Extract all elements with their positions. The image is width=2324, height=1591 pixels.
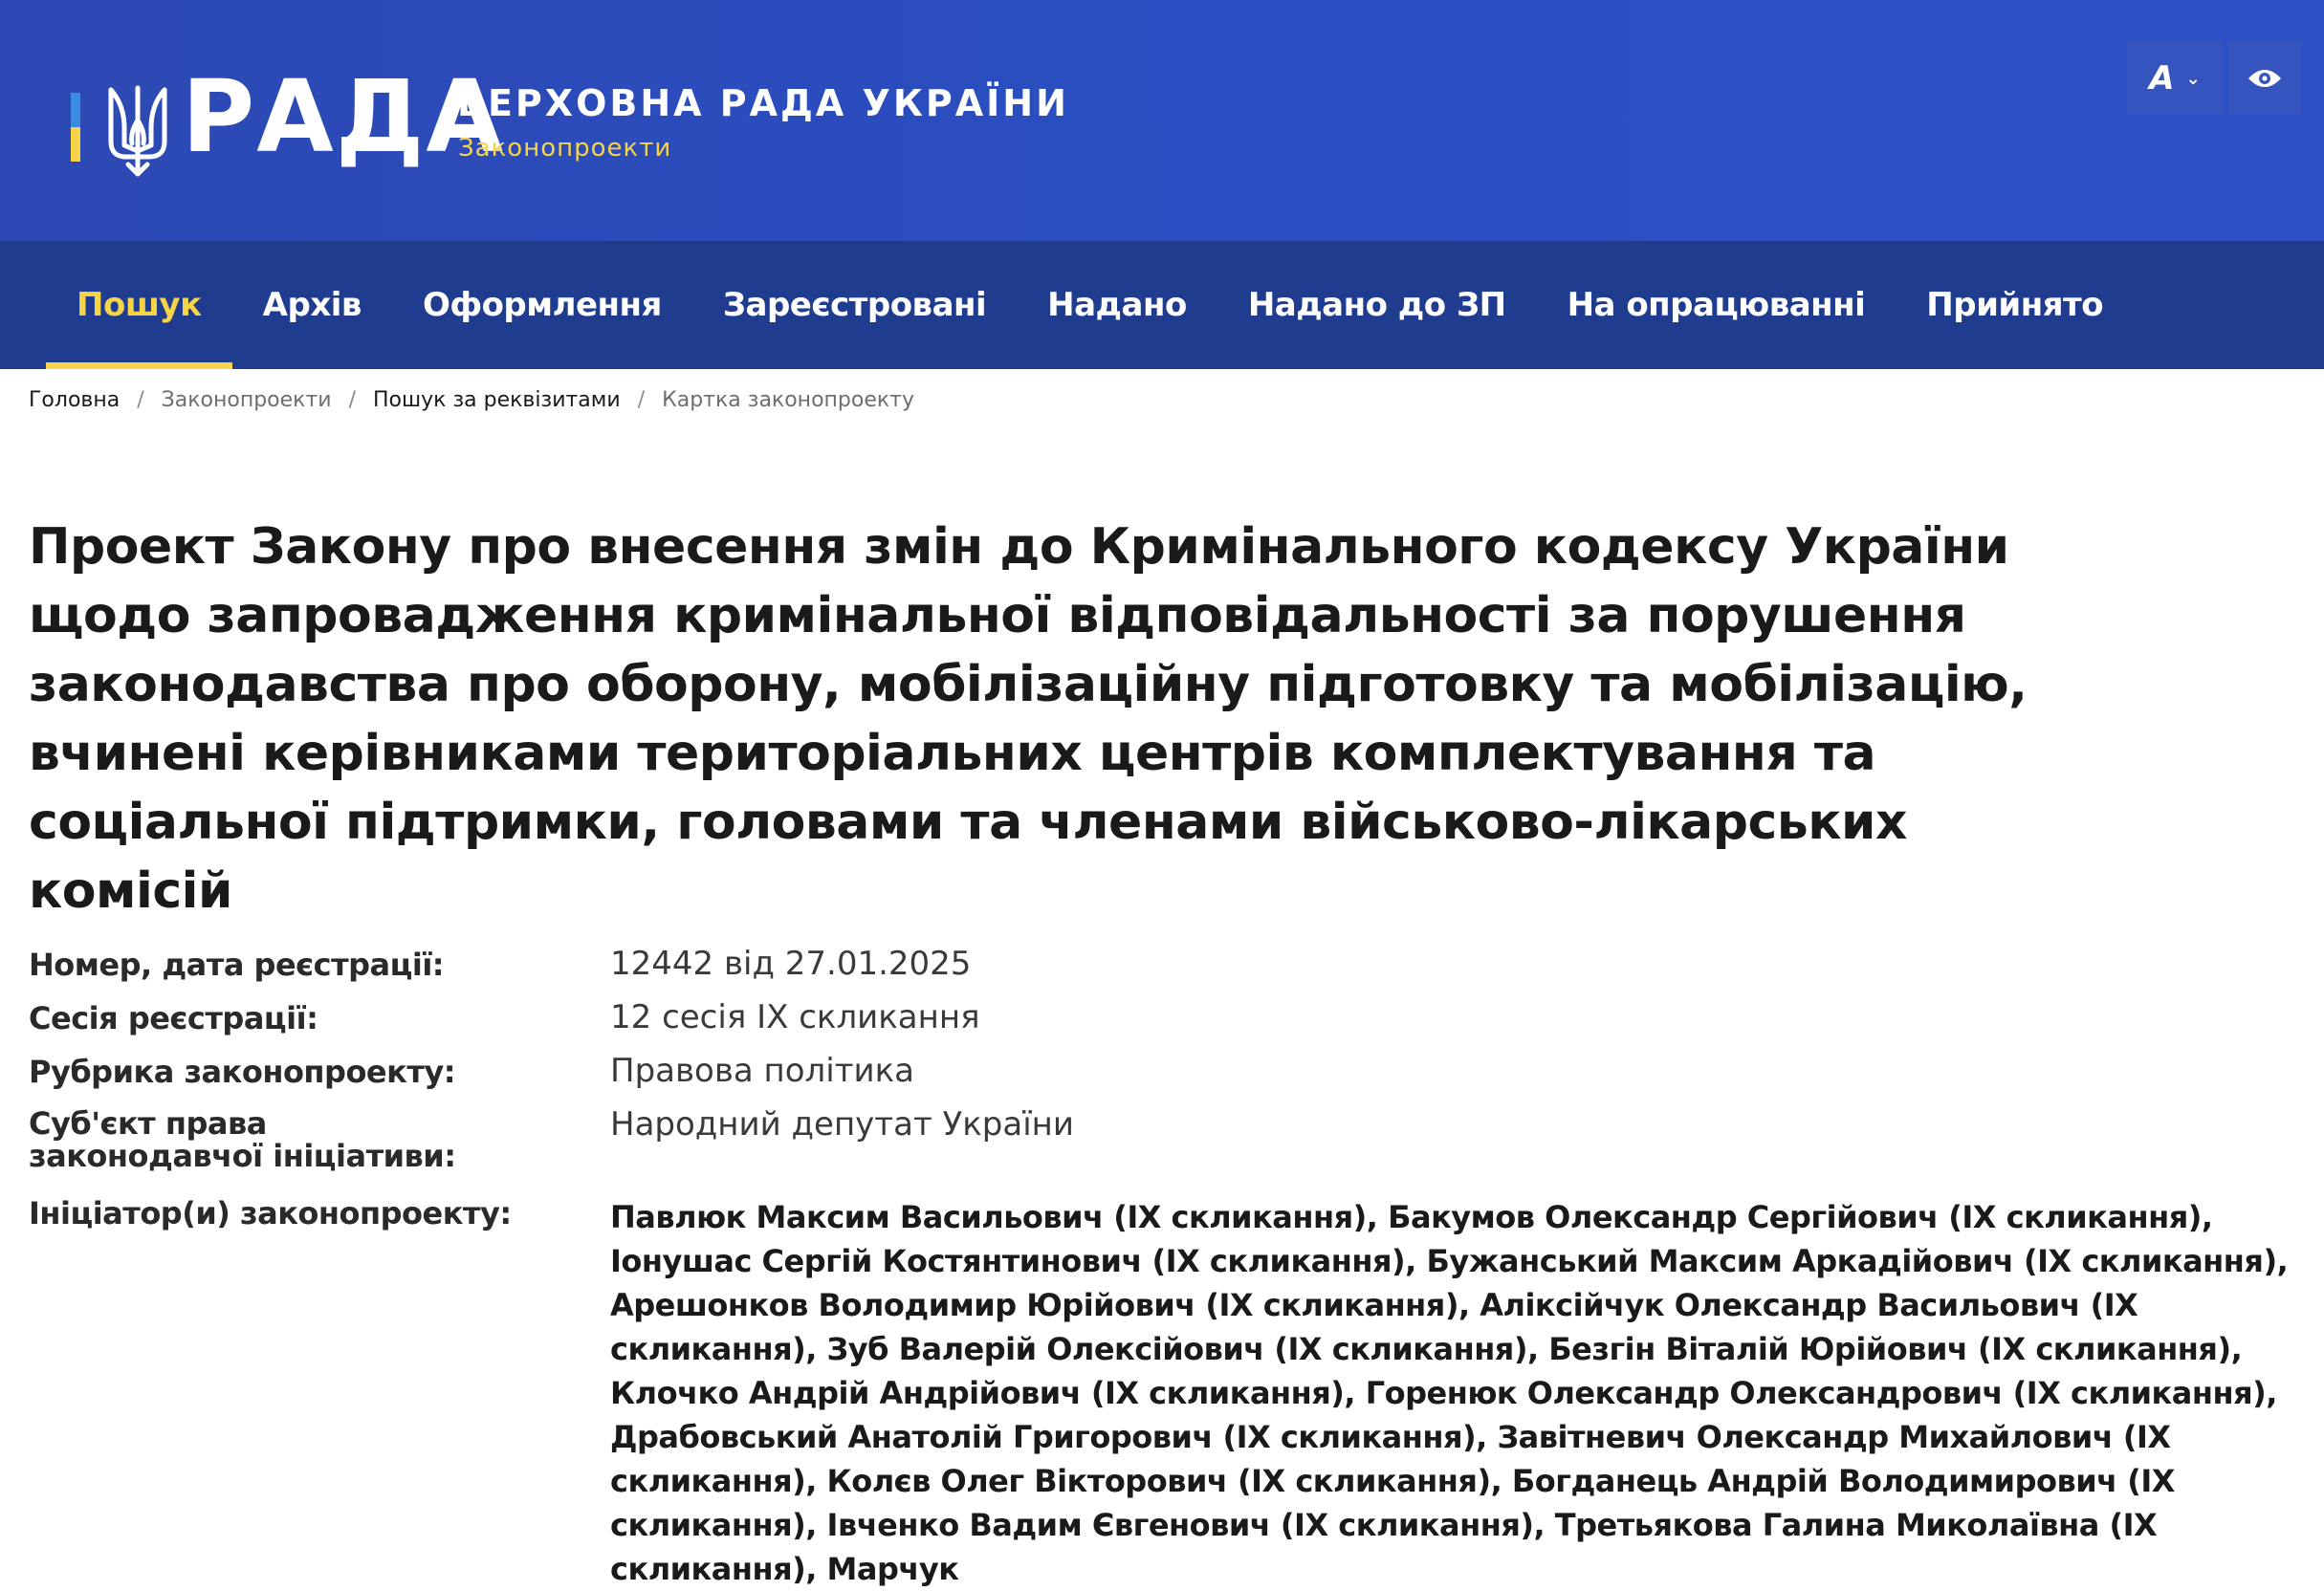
font-size-label: A bbox=[2149, 59, 2175, 98]
nav-item-registered[interactable]: Зареєстровані bbox=[722, 286, 987, 324]
breadcrumb-separator: / bbox=[348, 388, 357, 412]
chevron-down-icon: ⌄ bbox=[2185, 68, 2201, 89]
breadcrumb-separator: / bbox=[137, 388, 144, 412]
label-initiators: Ініціатор(и) законопроекту: bbox=[29, 1195, 512, 1231]
value-initiators: Павлюк Максим Васильович (IX скликання), Бакумов Олександр Сергійович (IX скликання), Іонушас Сергій Костянтинович (IX скликання), Бужанський Максим Аркадійович (IX скликання), Арешонков Володимир Юрійович (IX скликання), Аліксійчук Олександр Васильович (IX скликання), Зуб Валерій Олексійович (IX скликання), Безгін Віталій Юрійович (IX скликання), Клочко Андрій Андрійович (IX скликання), Горенюк Олександр Олександрович (IX скликання), Драбовський Анатолій Григорович (IX скликання), Завітневич Олександр Михайлович (IX скликання), Колєв Олег Вікторович (IX скликання), Богданець Андрій Володимирович (IX скликання), Івченко Вадим Євгенович (IX скликання), Третьякова Галина Миколаївна (IX скликання), Марчук bbox=[610, 1199, 2289, 1587]
logo-wordmark[interactable]: РАДА bbox=[182, 58, 505, 175]
accessibility-view-button[interactable] bbox=[2228, 42, 2301, 115]
label-rubric: Рубрика законопроекту: bbox=[29, 1054, 456, 1090]
flag-stripe bbox=[71, 93, 80, 162]
header-tools bbox=[2127, 42, 2301, 115]
breadcrumb-separator: / bbox=[637, 388, 646, 412]
nav-item-submitted-zp[interactable]: Надано до ЗП bbox=[1247, 286, 1506, 324]
label-session: Сесія реєстрації: bbox=[29, 1000, 318, 1036]
nav-item-adopted[interactable]: Прийнято bbox=[1926, 286, 2104, 324]
trident-emblem-icon[interactable] bbox=[105, 82, 170, 180]
nav-item-search[interactable]: Пошук bbox=[46, 241, 232, 369]
breadcrumb-search[interactable]: Пошук за реквізитами bbox=[373, 388, 621, 412]
breadcrumb-home[interactable]: Головна bbox=[29, 388, 121, 412]
value-number-date: 12442 від 27.01.2025 bbox=[610, 945, 972, 983]
label-number-date: Номер, дата реєстрації: bbox=[29, 947, 445, 983]
font-size-button[interactable] bbox=[2127, 42, 2223, 115]
breadcrumb-bills[interactable]: Законопроекти bbox=[161, 388, 332, 412]
nav-item-in-progress[interactable]: На опрацюванні bbox=[1567, 286, 1866, 324]
value-rubric: Правова політика bbox=[610, 1052, 914, 1090]
nav-item-submitted[interactable]: Надано bbox=[1047, 286, 1187, 324]
breadcrumb bbox=[29, 388, 914, 412]
label-initiative-subject: Суб'єкт права законодавчої ініціативи: bbox=[29, 1105, 456, 1174]
breadcrumb-current: Картка законопроекту bbox=[662, 388, 914, 412]
eye-icon bbox=[2247, 67, 2283, 90]
value-session: 12 сесія IX скликання bbox=[610, 998, 980, 1036]
section-subtitle[interactable]: Законопроекти bbox=[458, 134, 672, 163]
page-title: Проект Закону про внесення змін до Кримінального кодексу України щодо запровадження кримінальної відповідальності за порушення законодавства про оборону, мобілізаційну підготовку та мобілізацію, вчинені керівниками територіальних центрів комплектування та соціальної підтримки, головами та членами військово-лікарських комісій bbox=[29, 518, 2028, 920]
main-nav bbox=[0, 241, 2324, 369]
org-title[interactable]: ВЕРХОВНА РАДА УКРАЇНИ bbox=[457, 82, 1069, 124]
nav-item-drafting[interactable]: Оформлення bbox=[422, 286, 662, 324]
value-initiative-subject: Народний депутат України bbox=[610, 1105, 1074, 1144]
site-header bbox=[0, 0, 2324, 241]
nav-item-archive[interactable]: Архів bbox=[262, 286, 362, 324]
